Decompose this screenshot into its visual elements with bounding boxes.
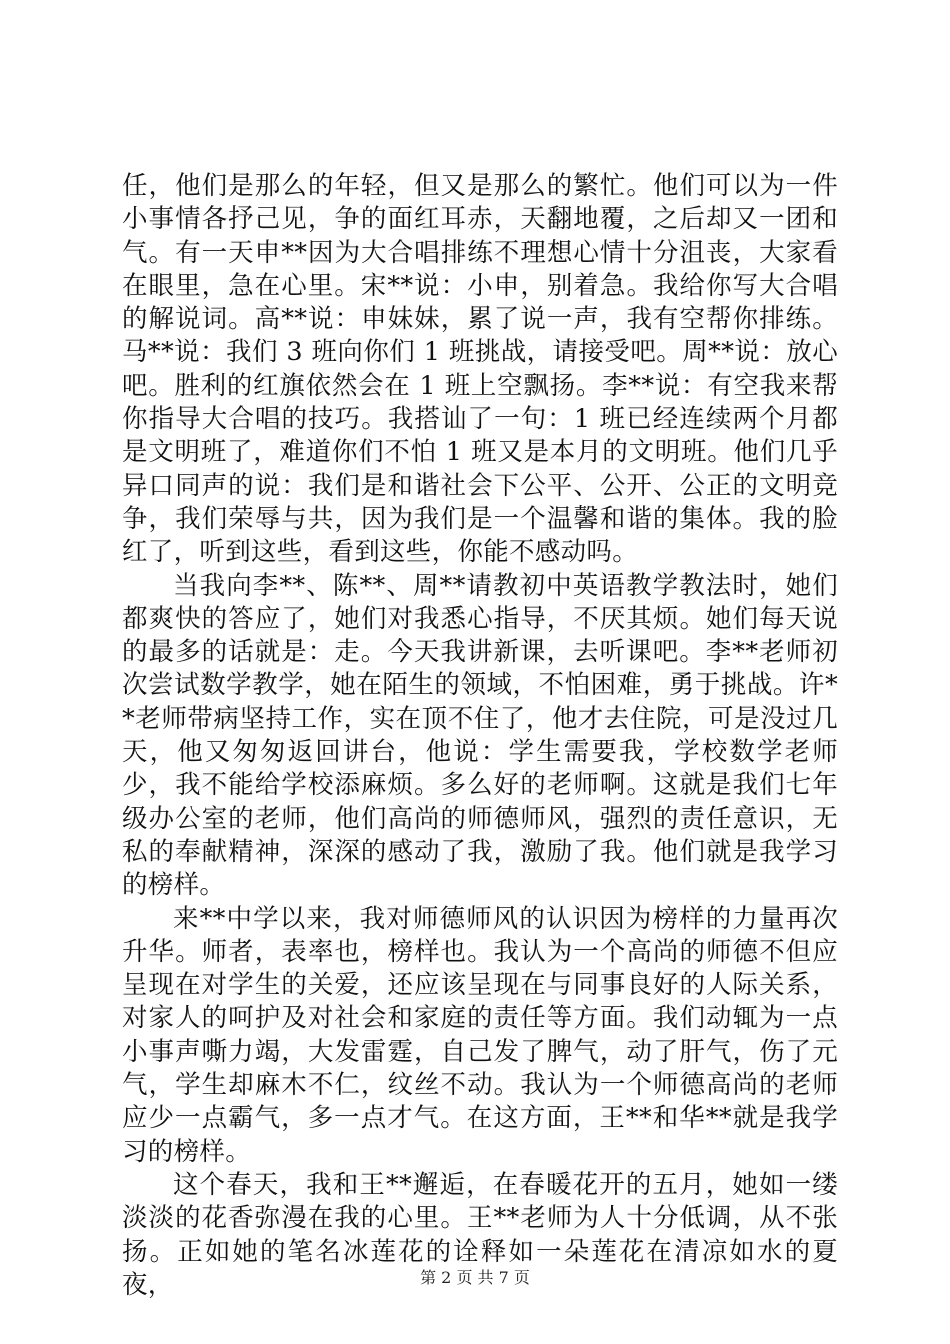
paragraph-3: 来**中学以来，我对师德师风的认识因为榜样的力量再次升华。师者，表率也，榜样也。我认为一个高尚的师德不但应呈现在对学生的关爱，还应该呈现在与同事良好的人际关系，对家人的呵护及对社会和家庭的责任等方面。我们动辄为一点小事声嘶力竭，大发雷霆，自己发了脾气，动了肝气，伤了元气，学生却麻木不仁，纹丝不动。我认为一个师德高尚的老师应少一点霸气，多一点才气。在这方面，王**和华**就是我学习的榜样。 xyxy=(122,903,838,1167)
document-body xyxy=(122,170,838,1302)
paragraph-2: 当我向李**、陈**、周**请教初中英语教学教法时，她们都爽快的答应了，她们对我悉心指导，不厌其烦。她们每天说的最多的话就是：走。今天我讲新课，去听课吧。李**老师初次尝试数学教学，她在陌生的领域，不怕困难，勇于挑战。许**老师带病坚持工作，实在顶不住了，他才去住院，可是没过几天，他又匆匆返回讲台，他说：学生需要我，学校数学老师少，我不能给学校添麻烦。多么好的老师啊。这就是我们七年级办公室的老师，他们高尚的师德师风，强烈的责任意识，无私的奉献精神，深深的感动了我，激励了我。他们就是我学习的榜样。 xyxy=(122,570,838,901)
paragraph-4: 这个春天，我和王**邂逅，在春暖花开的五月，她如一缕淡淡的花香弥漫在我的心里。王**老师为人十分低调，从不张扬。正如她的笔名冰莲花的诠释如一朵莲花在清凉如水的夏夜， xyxy=(122,1169,838,1300)
page-footer xyxy=(0,1268,950,1288)
paragraph-1: 任，他们是那么的年轻，但又是那么的繁忙。他们可以为一件小事情各抒己见，争的面红耳赤，天翻地覆，之后却又一团和气。有一天申**因为大合唱排练不理想心情十分沮丧，大家看在眼里，急在心里。宋**说：小申，别着急。我给你写大合唱的解说词。高**说：申妹妹，累了说一声，我有空帮你排练。马**说：我们 3 班向你们 1 班挑战，请接受吧。周**说：放心吧。胜利的红旗依然会在 1 班上空飘扬。李**说：有空我来帮你指导大合唱的技巧。我搭讪了一句：1 班已经连续两个月都是文明班了，难道你们不怕 1 班又是本月的文明班。他们几乎异口同声的说：我们是和谐社会下公平、公开、公正的文明竞争，我们荣辱与共，因为我们是一个温馨和谐的集体。我的脸红了，听到这些，看到这些，你能不感动吗。 xyxy=(122,171,838,568)
page-number-label: 第 2 页 共 7 页 xyxy=(420,1268,530,1287)
